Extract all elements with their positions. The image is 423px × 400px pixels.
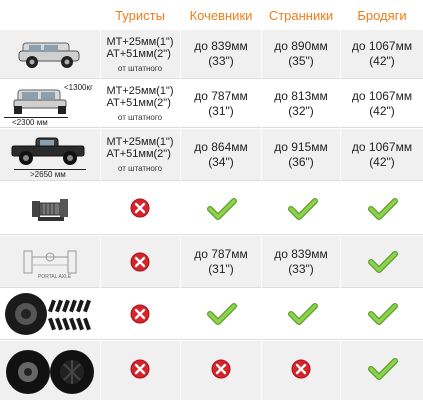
- header-nomads: Кочевники: [189, 8, 253, 23]
- check-icon: [368, 197, 398, 221]
- portal-axle-label: PORTAL AXLE: [38, 274, 72, 280]
- tractor-tire-icon: [0, 341, 100, 400]
- check-icon: [207, 302, 237, 326]
- tire-max: до 1067мм: [351, 139, 413, 154]
- wanderers-cell: [262, 80, 340, 127]
- tire-inch: (31"): [208, 261, 234, 276]
- pickup-truck-icon: [0, 129, 100, 180]
- portal-axle-icon: [0, 236, 100, 287]
- tire-inch: (42"): [369, 54, 395, 68]
- vagabonds-cell: [341, 30, 423, 78]
- mud-tire-icon: [0, 289, 100, 339]
- header-vagabonds: Бродяги: [357, 8, 407, 23]
- vagabonds-cell: [341, 129, 423, 180]
- check-icon: [368, 357, 398, 381]
- tire-max: до 839мм: [194, 39, 248, 53]
- check-icon: [207, 197, 237, 221]
- tire-inch: (33"): [208, 54, 234, 68]
- tire-max: до 890мм: [274, 39, 328, 53]
- tire-max: до 787мм: [194, 246, 248, 261]
- header-wanderers: Странники: [268, 8, 334, 23]
- width-note: >2650 мм: [30, 170, 66, 179]
- tire-max: до 864мм: [194, 139, 248, 154]
- tire-inch: (31"): [208, 103, 234, 118]
- tire-max: до 1067мм: [351, 39, 413, 53]
- cross-icon: [130, 359, 150, 379]
- tire-inch: (35"): [288, 54, 314, 68]
- suv-width-icon: [0, 80, 100, 127]
- tire-max: до 813мм: [274, 88, 328, 103]
- cross-icon: [291, 359, 311, 379]
- header-tourists: Туристы: [115, 8, 165, 23]
- tire-inch: (36"): [288, 154, 314, 169]
- at-size: AT+51мм(2"): [106, 47, 171, 60]
- tourists-tire-cell: [100, 129, 180, 180]
- tire-inch: (34"): [208, 154, 234, 169]
- mt-size: MT+25мм(1"): [106, 136, 174, 148]
- table-header: [0, 0, 423, 30]
- tire-inch: (42"): [369, 154, 395, 169]
- winch-icon: [0, 182, 100, 234]
- tourists-tire-cell: [100, 80, 180, 127]
- mt-size: MT+25мм(1"): [106, 35, 174, 48]
- tire-max: до 915мм: [274, 139, 328, 154]
- tire-max: до 787мм: [194, 88, 248, 103]
- stock-note: от штатного: [117, 63, 163, 73]
- cross-icon: [130, 198, 150, 218]
- check-icon: [288, 302, 318, 326]
- wanderers-cell: [262, 236, 340, 287]
- cross-icon: [130, 252, 150, 272]
- tourists-tire-cell: [100, 30, 180, 78]
- mt-size: MT+25мм(1"): [106, 85, 174, 97]
- stock-note: от штатного: [117, 164, 163, 173]
- tire-inch: (42"): [369, 103, 395, 118]
- wanderers-cell: [262, 30, 340, 78]
- tire-max: до 1067мм: [351, 88, 413, 103]
- nomads-cell: [181, 30, 261, 78]
- at-size: AT+51мм(2"): [106, 148, 171, 160]
- nomads-cell: [181, 80, 261, 127]
- vagabonds-cell: [341, 80, 423, 127]
- nomads-cell: [181, 129, 261, 180]
- cross-icon: [211, 359, 231, 379]
- nomads-cell: [181, 236, 261, 287]
- check-icon: [368, 250, 398, 274]
- tire-inch: (32"): [288, 103, 314, 118]
- width-note: <2300 мм: [12, 118, 48, 127]
- wanderers-cell: [262, 129, 340, 180]
- cross-icon: [130, 304, 150, 324]
- tire-inch: (33"): [288, 261, 314, 276]
- at-size: AT+51мм(2"): [106, 97, 171, 109]
- tire-max: до 839мм: [274, 246, 328, 261]
- weight-note: <1300кг: [64, 83, 93, 92]
- check-icon: [368, 302, 398, 326]
- stock-note: от штатного: [117, 113, 163, 122]
- check-icon: [288, 197, 318, 221]
- suv-icon: [0, 30, 100, 78]
